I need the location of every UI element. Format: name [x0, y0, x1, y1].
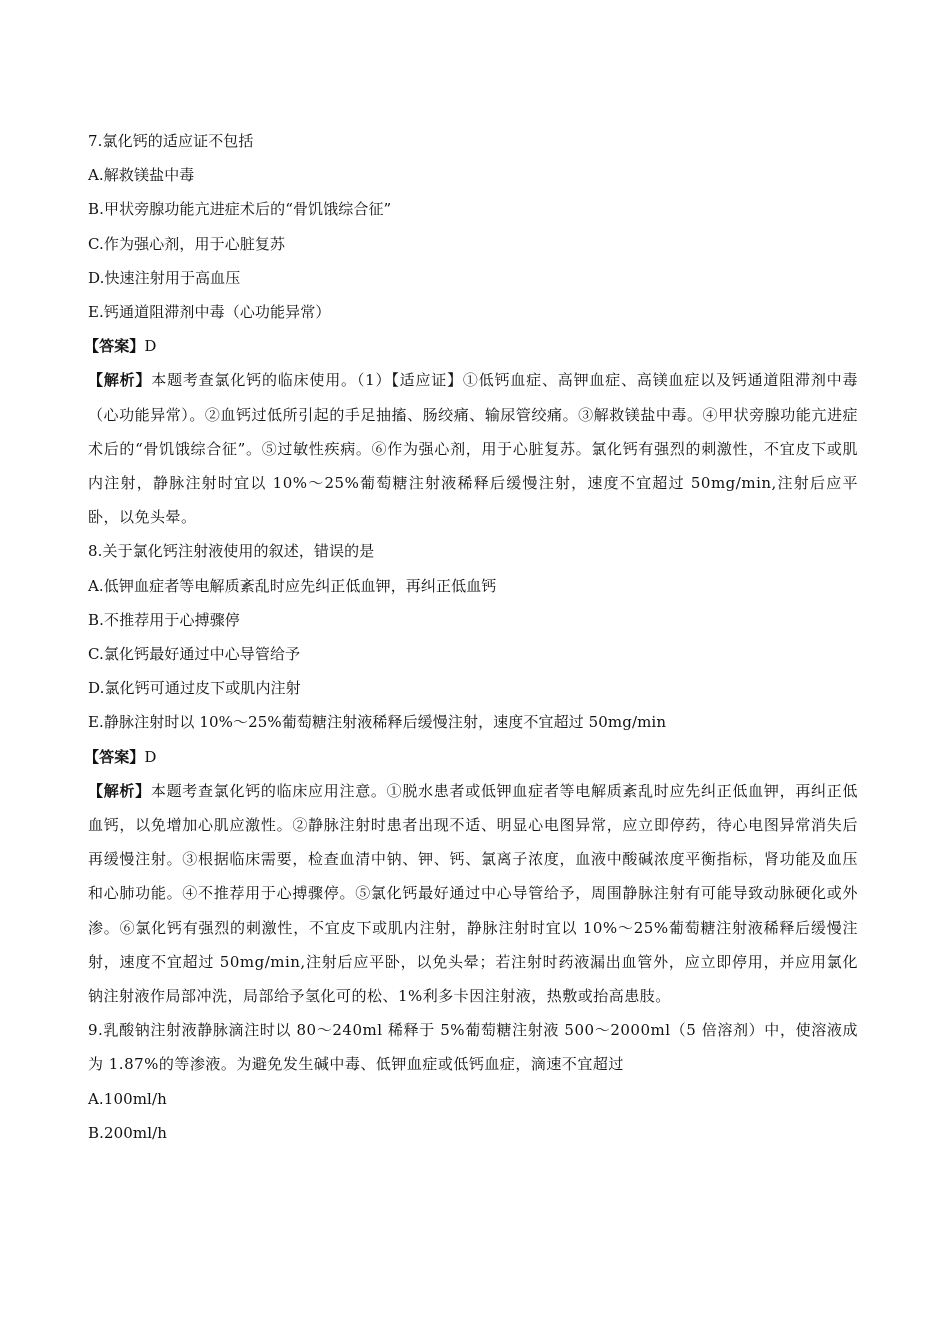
- option-b: B.甲状旁腺功能亢进症术后的“骨饥饿综合征”: [88, 200, 392, 219]
- option-b: B.不推荐用于心搏骤停: [88, 610, 240, 629]
- option-b: B.200ml/h: [88, 1123, 168, 1142]
- question-stem: 7.氯化钙的适应证不包括: [88, 132, 254, 150]
- question-stem: 8.关于氯化钙注射液使用的叙述，错误的是: [88, 542, 375, 561]
- document-page: [84, 124, 858, 1150]
- option-e: E.钙通道阻滞剂中毒（心功能异常）: [88, 303, 331, 322]
- option-d: D.氯化钙可通过皮下或肌内注射: [88, 679, 301, 698]
- question-stem: 9.乳酸钠注射液静脉滴注时以 80～240ml 稀释于 5%葡萄糖注射液 500～2000ml（5 倍溶剂）中，使溶液成为 1.87%的等渗液。为避免发生碱中毒、低钾血症或低钙血症，滴速不宜超过: [88, 1021, 858, 1074]
- question-8: [84, 534, 858, 1013]
- analysis-paragraph: [88, 774, 858, 1013]
- option-e: E.静脉注射时以 10%～25%葡萄糖注射液稀释后缓慢注射，速度不宜超过 50mg/min: [88, 713, 667, 732]
- answer-label: 【答案】: [84, 337, 145, 356]
- answer-row: [84, 329, 858, 363]
- question-9: [88, 1013, 858, 1150]
- option-c: C.氯化钙最好通过中心导管给予: [88, 645, 301, 664]
- answer-row: [84, 740, 858, 774]
- analysis-text: 本题考查氯化钙的临床应用注意。①脱水患者或低钾血症者等电解质紊乱时应先纠正低血钾，再纠正低血钙，以免增加心肌应激性。②静脉注射时患者出现不适、明显心电图异常，应立即停药，待心电图异常消失后再缓慢注射。③根据临床需要，检查血清中钠、钾、钙、氯离子浓度，血液中酸碱浓度平衡指标，肾功能及血压和心肺功能。④不推荐用于心搏骤停。⑤氯化钙最好通过中心导管给予，周围静脉注射有可能导致动脉硬化或外渗。⑥氯化钙有强烈的刺激性，不宜皮下或肌内注射，静脉注射时宜以 10%～25%葡萄糖注射液稀释后缓慢注射，速度不宜超过 50mg/min,注射后应平卧，以免头晕；若注射时药液漏出血管外，应立即停用，并应用氯化钠注射液作局部冲洗，局部给予氢化可的松、1%利多卡因注射液，热敷或抬高患肢。: [88, 781, 858, 1006]
- option-a: A.解救镁盐中毒: [88, 166, 195, 185]
- answer-value: D: [144, 337, 157, 356]
- answer-label: 【答案】: [84, 747, 145, 766]
- analysis-label: 【解析】: [88, 371, 152, 390]
- option-a: A.100ml/h: [88, 1089, 167, 1108]
- option-c: C.作为强心剂，用于心脏复苏: [88, 234, 286, 253]
- analysis-paragraph: [88, 363, 858, 534]
- option-d: D.快速注射用于高血压: [88, 268, 241, 287]
- analysis-label: 【解析】: [88, 781, 151, 800]
- question-7: [84, 124, 858, 534]
- option-a: A.低钾血症者等电解质紊乱时应先纠正低血钾，再纠正低血钙: [88, 576, 497, 595]
- answer-value: D: [144, 747, 157, 766]
- analysis-text: 本题考查氯化钙的临床使用。（1）【适应证】①低钙血症、高钾血症、高镁血症以及钙通道阻滞剂中毒（心功能异常）。②血钙过低所引起的手足抽搐、肠绞痛、输尿管绞痛。③解救镁盐中毒。④甲状旁腺功能亢进症术后的“骨饥饿综合征”。⑤过敏性疾病。⑥作为强心剂，用于心脏复苏。氯化钙有强烈的刺激性，不宜皮下或肌内注射，静脉注射时宜以 10%～25%葡萄糖注射液稀释后缓慢注射，速度不宜超过 50mg/min,注射后应平卧，以免头晕。: [88, 371, 858, 527]
